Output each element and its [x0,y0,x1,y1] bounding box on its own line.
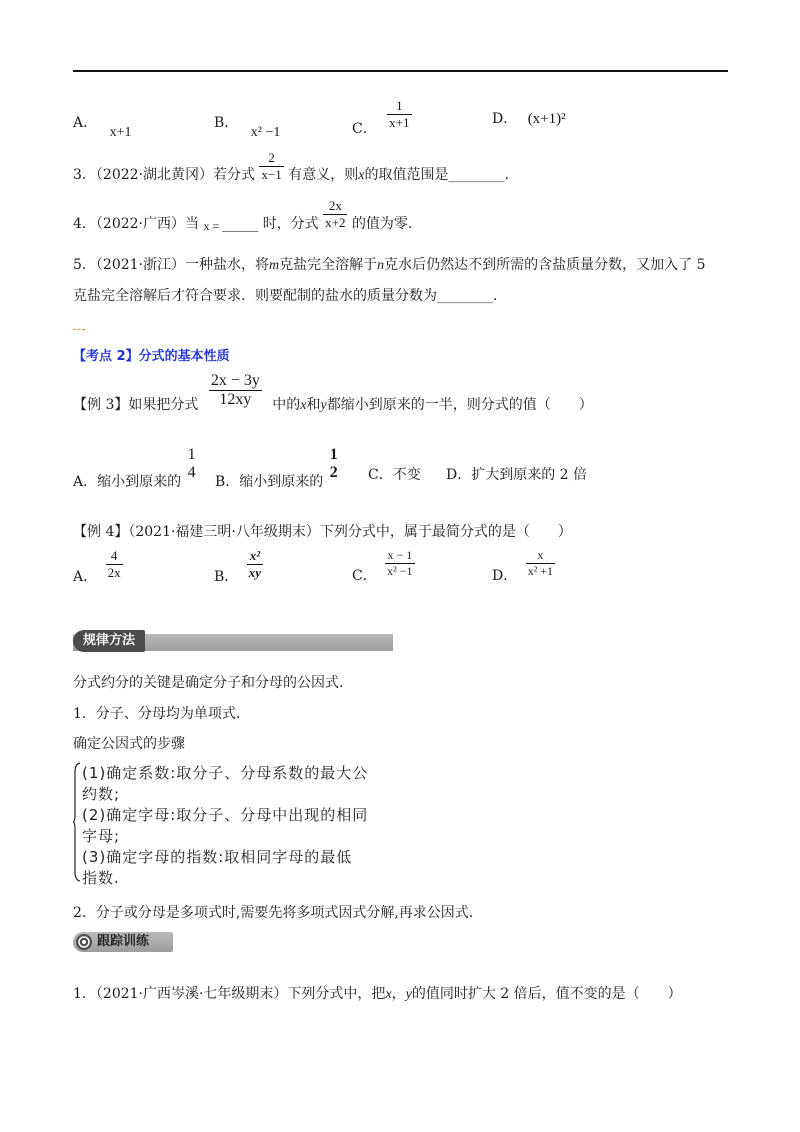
step-line-2: 约数; [82,785,121,803]
section-heading: 【考点 2】分式的基本性质 [73,349,230,364]
example-4-option-b: B． $\frac{\text{x²}}{xy}$ [214,548,262,585]
method-paragraph-1: 分式约分的关键是确定分子和分母的公因式. [73,675,344,691]
step-line-4: 字母; [82,827,121,845]
target-icon [75,933,93,951]
option-c: C． $\frac{1}{x+1}$ [352,98,410,137]
brace-icon [73,762,81,882]
header-rule [73,70,728,72]
training-banner-label: 跟踪训练 [97,934,150,949]
method-banner-label: 规律方法 [73,630,145,652]
training-question-1: 1．（2021·广西岑溪·七年级期末）下列分式中，把x，y的值同时扩大 2 倍后，值不变的是（ ） [73,986,682,1002]
example-4-option-c: C． $\frac{x - 1}{\text{x² −1}}$ [352,548,413,584]
question-3: 3．（2022·湖北黄冈）若分式 $\frac{2}{x-1}$ 有意义，则x的取值范围是________. [73,150,509,183]
example-4-option-a: A． $\frac{4}{2x}$ [73,548,121,585]
method-paragraph-4: 2．分子或分母是多项式时,需要先将多项式因式分解,再求公因式. [73,905,474,921]
question-5-line1: 5．（2021·浙江）一种盐水，将m克盐完全溶解于n克水后仍然达不到所需的含盐质量分数，又加入了 5 [73,257,706,273]
example-3-option-c: C．不变 [368,467,421,483]
example-4-option-d: D． $\frac{x}{\text{x² +1}}$ [492,548,554,584]
step-line-1: (1)确定系数:取分子、分母系数的最大公 [82,764,369,782]
training-banner [73,932,173,952]
option-d: D． (x+1)² [492,111,566,127]
question-4: 4．（2022·广西）当 x = ______ 时，分式 $\frac{2x}{x+2}$ 的值为零. [73,198,413,233]
example-3: 【例 3】如果把分式 $\frac{2x - 3y}{12xy}$ 中的x和y都缩小到原来的一半，则分式的值（ ） [73,372,593,413]
step-line-5: (3)确定字母的指数:取相同字母的最低 [82,848,353,866]
example-3-option-b: B．缩小到原来的 1 2 [215,446,338,490]
option-a: A． x+1 [73,115,132,140]
option-b: B． x² −1 [214,115,281,140]
example-3-option-a: A．缩小到原来的 1 4 [73,446,196,490]
method-banner [73,634,393,651]
method-paragraph-3: 确定公因式的步骤 [73,736,185,752]
method-paragraph-2: 1．分子、分母均为单项式. [73,706,241,722]
example-3-option-d: D．扩大到原来的 2 倍 [446,467,588,483]
question-5-line2: 克盐完全溶解后才符合要求．则要配制的盐水的质量分数为________． [73,288,507,304]
step-line-3: (2)确定字母:取分子、分母中出现的相同 [82,806,369,824]
decorative-mark [73,329,85,330]
example-4: 【例 4】（2021·福建三明·八年级期末）下列分式中，属于最简分式的是（ ） [73,524,572,540]
step-line-6: 指数. [82,869,120,887]
